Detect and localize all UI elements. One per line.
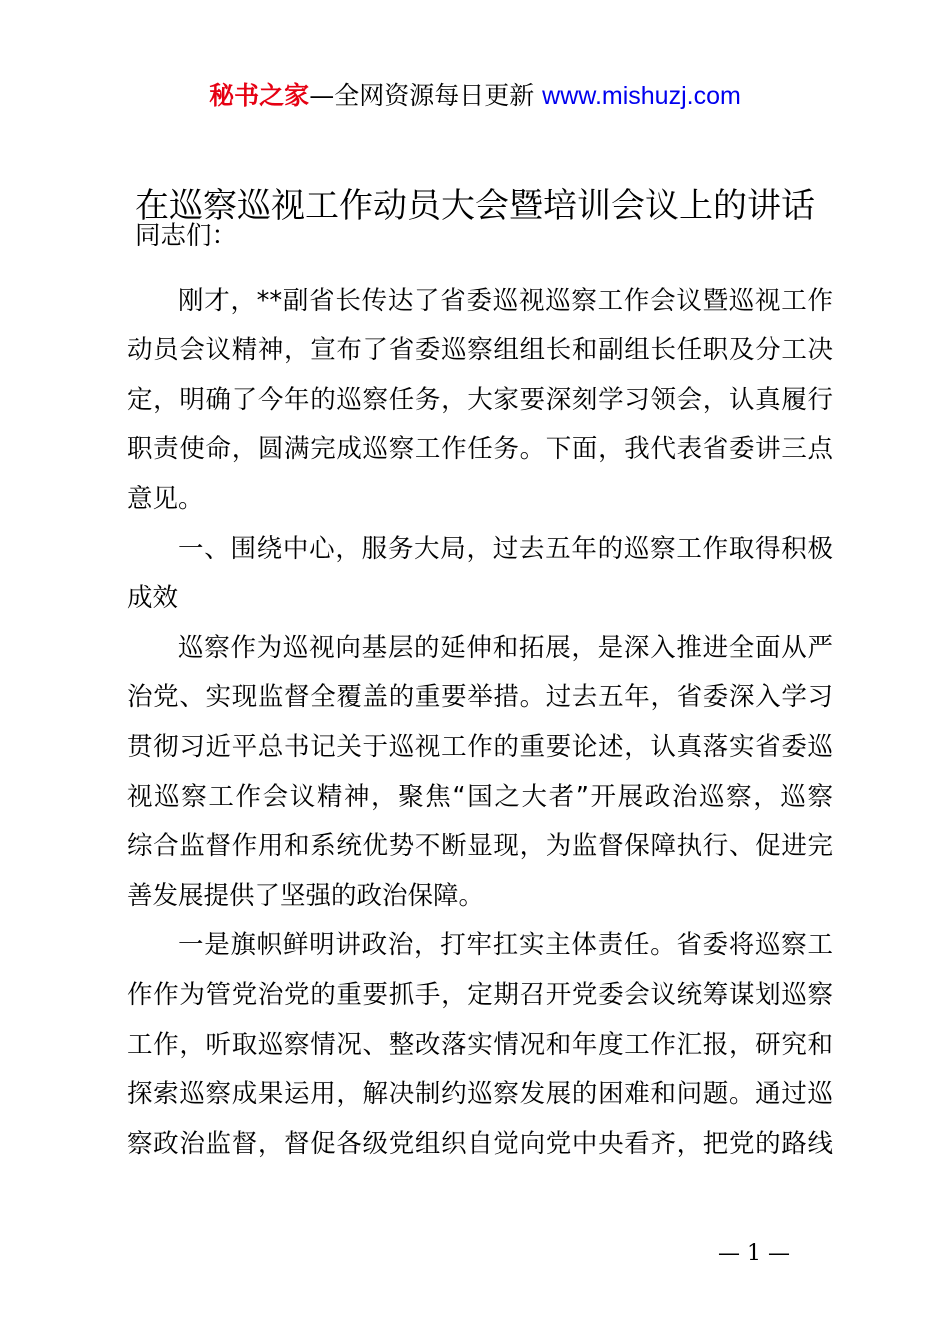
site-header <box>0 78 950 114</box>
paragraph-point-one <box>127 921 833 1169</box>
paragraph-line: 刚才，**副省长传达了省委巡视巡察工作会议暨巡视工作 <box>178 285 833 316</box>
paragraph-line: 职责使命，圆满完成巡察工作任务。下面，我代表省委讲三点 <box>127 434 833 465</box>
paragraph-opening <box>127 277 833 525</box>
paragraph-line: 动员会议精神，宣布了省委巡察组组长和副组长任职及分工决 <box>127 335 833 366</box>
paragraph-line: 视巡察工作会议精神，聚焦“国之大者”开展政治巡察，巡察 <box>127 781 833 812</box>
salutation: 同志们： <box>135 221 238 251</box>
section-heading-1 <box>127 525 833 624</box>
paragraph-line: 巡察作为巡视向基层的延伸和拓展，是深入推进全面从严 <box>178 632 833 663</box>
paragraph-line: 定，明确了今年的巡察任务，大家要深刻学习领会，认真履行 <box>127 384 833 415</box>
paragraph-line: 一是旗帜鲜明讲政治，打牢扛实主体责任。省委将巡察工 <box>178 930 833 961</box>
document-title: 在巡察巡视工作动员大会暨培训会议上的讲话 <box>135 186 815 226</box>
paragraph-line: 探索巡察成果运用，解决制约巡察发展的困难和问题。通过巡 <box>127 1079 833 1110</box>
document-body <box>127 212 833 1169</box>
site-tagline: —全网资源每日更新 <box>309 81 535 110</box>
paragraph-line: 治党、实现监督全覆盖的重要举措。过去五年，省委深入学习 <box>127 682 833 713</box>
paragraph-review <box>127 624 833 922</box>
heading-line: 成效 <box>127 583 179 614</box>
paragraph-line: 察政治监督，督促各级党组织自觉向党中央看齐，把党的路线 <box>127 1128 833 1159</box>
paragraph-line: 意见。 <box>127 483 204 514</box>
site-name: 秘书之家 <box>209 81 310 110</box>
paragraph-line: 贯彻习近平总书记关于巡视工作的重要论述，认真落实省委巡 <box>127 731 833 762</box>
page-number: — 1 — <box>718 1241 790 1266</box>
heading-line: 一、围绕中心，服务大局，过去五年的巡察工作取得积极 <box>178 533 833 564</box>
paragraph-line: 善发展提供了坚强的政治保障。 <box>127 880 485 911</box>
paragraph-line: 工作，听取巡察情况、整改落实情况和年度工作汇报，研究和 <box>127 1029 833 1060</box>
paragraph-line: 综合监督作用和系统优势不断显现，为监督保障执行、促进完 <box>127 831 833 862</box>
site-url-link[interactable]: www.mishuzj.com <box>542 82 741 110</box>
paragraph-line: 作作为管党治党的重要抓手，定期召开党委会议统筹谋划巡察 <box>127 979 833 1010</box>
